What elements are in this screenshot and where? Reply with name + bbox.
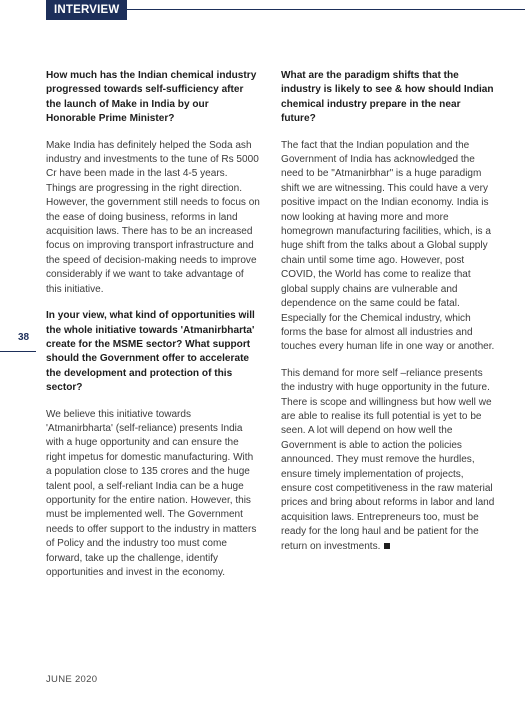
page-number-rule [0,351,36,352]
page-number: 38 [18,332,30,343]
right-column [281,69,495,566]
answer-3: The fact that the Indian population and the Government of India has acknowledged the need to be "Atmanirbhar" is a huge paradigm shift we are witnessing. This could have a very positive impact on the Indian economy. India is now looking at having more and more homegrown manufacturing facilities, which, is a huge shift from the talks about a Global supply chain until some time ago. However, post COVID, the World has come to realize that global supply chains are vulnerable and dependence on the same could be fatal. Especially for the Chemical industry, which forms the base for almost all industries and touches every human life in one way or another. [281,139,495,353]
answer-4 [281,367,495,554]
answer-1: Make India has definitely helped the Soda ash industry and investments to the tune of Rs 5000 Cr have been made in the last 4-5 years. Things are progressing in the right direction. However, the government still needs to focus on the ease of doing business, reforms in land acquisition laws. There has to be an increased focus on improving transport infrastructure and the speed of decision-making needs to improve considerably if we want to take advantage of this initiative. [46,139,260,295]
question-2: In your view, what kind of opportunities will the whole initiative towards 'Atmanirbharta' create for the MSME sector? What support should the Government offer to accelerate the development and protection of this sector? [46,310,255,394]
question-3: What are the paradigm shifts that the industry is likely to see & how should Indian chemical industry prepare in the near future? [281,70,494,125]
question-1: How much has the Indian chemical industry progressed towards self-sufficiency after the launch of Make in India by our Honorable Prime Minister? [46,70,257,125]
section-tag: INTERVIEW [46,0,127,20]
end-of-article-mark [384,543,390,549]
left-column [46,69,260,592]
answer-4-text: This demand for more self –reliance presents the industry with huge opportunity in the future. There is scope and willingness but how well we are able to realise its full potential is yet to be seen. A lot will depend on how well the Government is able to action the policies announced. They must remove the hurdles, ensure timely implementation of projects, ensure cost competitiveness in the raw material prices and bring about reforms in labor and land acquisition laws. Entrepreneurs too, must be ready for the long haul and be patient for the return on investments. [281,367,495,552]
answer-2: We believe this initiative towards 'Atmanirbharta' (self-reliance) presents India with a huge opportunity and can ensure the right impetus for domestic manufacturing. With a population close to 135 crores and the huge talent pool, a self-reliant India can be a huge opportunity for the entire nation. However, this must be implemented well. The Government needs to offer support to the industry in matters of Policy and the industry too must come forward, take up the challenge, identify opportunities and invest in the economy. [46,408,257,578]
issue-date: JUNE 2020 [46,674,98,685]
